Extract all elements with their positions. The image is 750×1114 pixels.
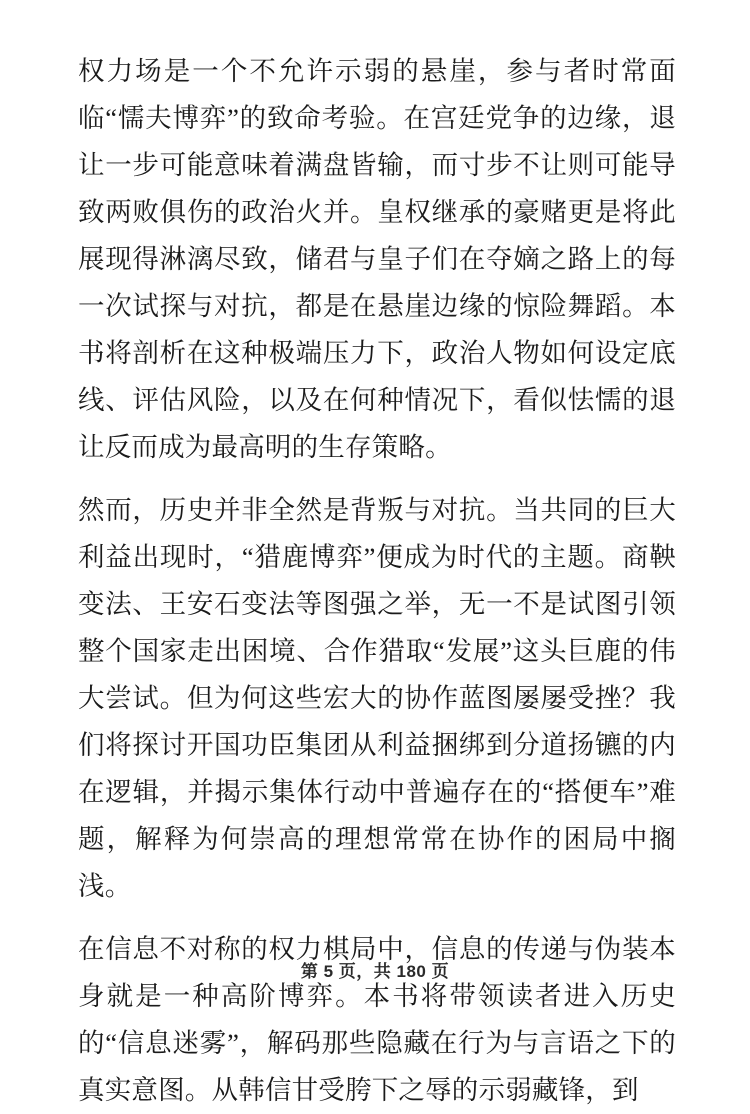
paragraph-1: 权力场是一个不允许示弱的悬崖，参与者时常面临“懦夫博弈”的致命考验。在宫廷党争的边缘，退让一步可能意味着满盘皆输，而寸步不让则可能导致两败俱伤的政治火并。皇权继承的豪赌更是将此展现得淋漓尽致，储君与皇子们在夺嫡之路上的每一次试探与对抗，都是在悬崖边缘的惊险舞蹈。本书将剖析在这种极端压力下，政治人物如何设定底线、评估风险，以及在何种情况下，看似怯懦的退让反而成为最高明的生存策略。 bbox=[78, 56, 676, 462]
paragraph-3: 在信息不对称的权力棋局中，信息的传递与伪装本身就是一种高阶博弈。本书将带领读者进入历史的“信息迷雾”，解码那些隐藏在行为与言语之下的真实意图。从韩信甘受胯下之辱的示弱藏锋，到 bbox=[78, 934, 676, 1105]
paragraph-2: 然而，历史并非全然是背叛与对抗。当共同的巨大利益出现时，“猎鹿博弈”便成为时代的主题。商鞅变法、王安石变法等图强之举，无一不是试图引领整个国家走出困境、合作猎取“发展”这头巨鹿的伟大尝试。但为何这些宏大的协作蓝图屡屡受挫？我们将探讨开国功臣集团从利益捆绑到分道扬镳的内在逻辑，并揭示集体行动中普遍存在的“搭便车”难题，解释为何崇高的理想常常在协作的困局中搁浅。 bbox=[78, 495, 676, 901]
page-footer: 第 5 页，共 180 页 bbox=[300, 962, 450, 981]
